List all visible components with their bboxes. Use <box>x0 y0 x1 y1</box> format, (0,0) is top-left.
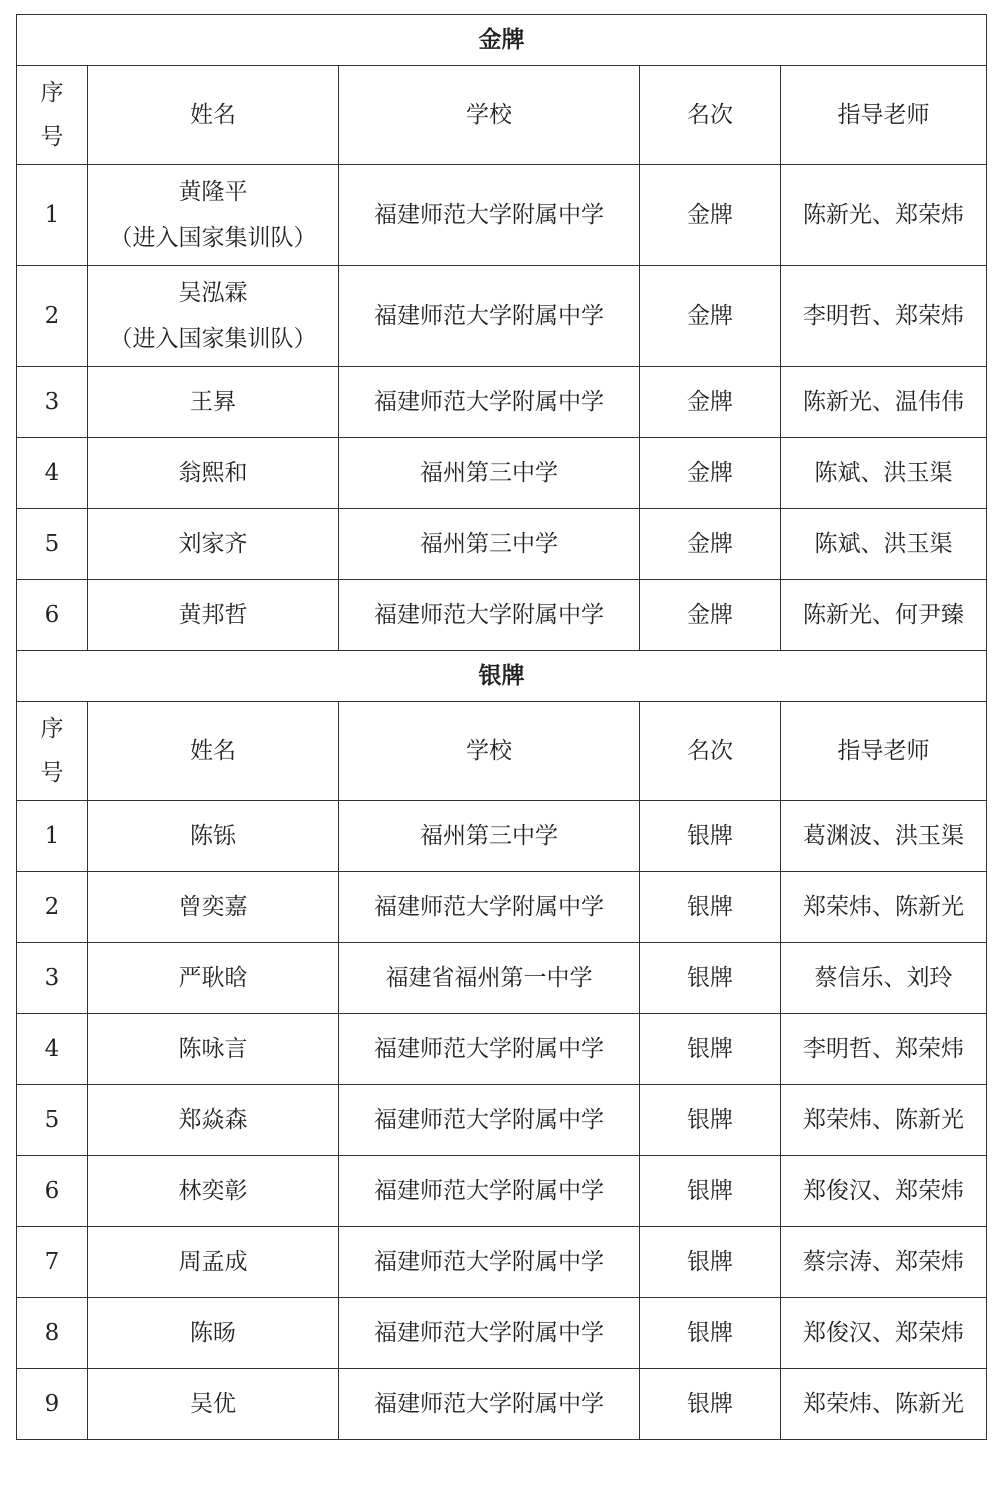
header-teacher: 指导老师 <box>781 66 987 165</box>
name-cell <box>88 1014 339 1085</box>
student-name: 王昪 <box>190 389 236 415</box>
seq-cell: 3 <box>17 943 88 1014</box>
header-row <box>17 66 987 165</box>
medal-table <box>16 14 987 1440</box>
table-row <box>17 1298 987 1369</box>
seq-cell: 1 <box>17 165 88 266</box>
name-cell <box>88 1369 339 1440</box>
school-cell: 福建省福州第一中学 <box>339 943 640 1014</box>
student-name: 郑焱森 <box>178 1107 248 1133</box>
teacher-cell: 葛渊波、洪玉渠 <box>781 801 987 872</box>
seq-cell: 7 <box>17 1227 88 1298</box>
school-cell: 福州第三中学 <box>339 438 640 509</box>
section-title: 银牌 <box>17 651 987 702</box>
table-row <box>17 943 987 1014</box>
seq-cell: 1 <box>17 801 88 872</box>
header-name: 姓名 <box>88 702 339 801</box>
section-title: 金牌 <box>17 15 987 66</box>
school-cell: 福建师范大学附属中学 <box>339 1369 640 1440</box>
student-name: 陈咏言 <box>178 1036 248 1062</box>
teacher-cell: 陈斌、洪玉渠 <box>781 438 987 509</box>
student-name: 刘家齐 <box>178 531 248 557</box>
rank-cell: 金牌 <box>640 165 781 266</box>
school-cell: 福建师范大学附属中学 <box>339 1014 640 1085</box>
table-row <box>17 438 987 509</box>
rank-cell: 银牌 <box>640 872 781 943</box>
name-cell <box>88 438 339 509</box>
school-cell: 福建师范大学附属中学 <box>339 165 640 266</box>
header-seq-char: 号 <box>40 124 64 150</box>
teacher-cell: 陈新光、何尹臻 <box>781 580 987 651</box>
table-row <box>17 1085 987 1156</box>
name-cell <box>88 872 339 943</box>
rank-cell: 银牌 <box>640 1227 781 1298</box>
school-cell: 福建师范大学附属中学 <box>339 1085 640 1156</box>
teacher-cell: 陈新光、郑荣炜 <box>781 165 987 266</box>
teacher-cell: 陈新光、温伟伟 <box>781 367 987 438</box>
student-name: 周孟成 <box>178 1249 248 1275</box>
teacher-cell: 蔡信乐、刘玲 <box>781 943 987 1014</box>
teacher-cell: 郑荣炜、陈新光 <box>781 1369 987 1440</box>
seq-cell: 6 <box>17 580 88 651</box>
table-row <box>17 1156 987 1227</box>
student-name: 陈铄 <box>190 823 236 849</box>
table-row <box>17 1369 987 1440</box>
seq-cell: 4 <box>17 1014 88 1085</box>
student-name: 曾奕嘉 <box>178 894 248 920</box>
name-cell <box>88 266 339 367</box>
seq-cell: 6 <box>17 1156 88 1227</box>
teacher-cell: 李明哲、郑荣炜 <box>781 266 987 367</box>
header-rank: 名次 <box>640 702 781 801</box>
header-row <box>17 702 987 801</box>
school-cell: 福州第三中学 <box>339 509 640 580</box>
name-cell <box>88 1156 339 1227</box>
student-name: 吴优 <box>190 1391 236 1417</box>
rank-cell: 银牌 <box>640 1085 781 1156</box>
header-seq-char: 序 <box>40 716 64 742</box>
table-row <box>17 801 987 872</box>
seq-cell: 4 <box>17 438 88 509</box>
name-cell <box>88 1085 339 1156</box>
school-cell: 福建师范大学附属中学 <box>339 1156 640 1227</box>
rank-cell: 银牌 <box>640 943 781 1014</box>
name-cell <box>88 580 339 651</box>
header-seq <box>17 66 88 165</box>
student-name: 林奕彰 <box>178 1178 248 1204</box>
table-row <box>17 1227 987 1298</box>
school-cell: 福建师范大学附属中学 <box>339 1227 640 1298</box>
name-cell <box>88 943 339 1014</box>
student-note: （进入国家集训队） <box>109 326 317 352</box>
seq-cell: 5 <box>17 1085 88 1156</box>
rank-cell: 金牌 <box>640 580 781 651</box>
header-rank: 名次 <box>640 66 781 165</box>
table-row <box>17 266 987 367</box>
teacher-cell: 李明哲、郑荣炜 <box>781 1014 987 1085</box>
student-name: 严耿晗 <box>178 965 248 991</box>
table-row <box>17 1014 987 1085</box>
header-seq-char: 号 <box>40 760 64 786</box>
name-cell <box>88 509 339 580</box>
header-school: 学校 <box>339 66 640 165</box>
header-name: 姓名 <box>88 66 339 165</box>
header-teacher: 指导老师 <box>781 702 987 801</box>
student-name: 黄隆平 <box>178 179 248 205</box>
rank-cell: 银牌 <box>640 1369 781 1440</box>
seq-cell: 5 <box>17 509 88 580</box>
rank-cell: 银牌 <box>640 1156 781 1227</box>
table-row <box>17 872 987 943</box>
school-cell: 福建师范大学附属中学 <box>339 367 640 438</box>
seq-cell: 9 <box>17 1369 88 1440</box>
rank-cell: 金牌 <box>640 438 781 509</box>
header-school: 学校 <box>339 702 640 801</box>
school-cell: 福建师范大学附属中学 <box>339 1298 640 1369</box>
name-cell <box>88 1227 339 1298</box>
teacher-cell: 郑俊汉、郑荣炜 <box>781 1156 987 1227</box>
name-cell <box>88 367 339 438</box>
rank-cell: 银牌 <box>640 1014 781 1085</box>
table-row <box>17 580 987 651</box>
rank-cell: 金牌 <box>640 367 781 438</box>
name-cell <box>88 801 339 872</box>
rank-cell: 银牌 <box>640 1298 781 1369</box>
student-name: 陈旸 <box>190 1320 236 1346</box>
school-cell: 福州第三中学 <box>339 801 640 872</box>
teacher-cell: 郑荣炜、陈新光 <box>781 1085 987 1156</box>
teacher-cell: 蔡宗涛、郑荣炜 <box>781 1227 987 1298</box>
rank-cell: 金牌 <box>640 266 781 367</box>
student-name: 黄邦哲 <box>178 602 248 628</box>
table-row <box>17 165 987 266</box>
header-seq-char: 序 <box>40 80 64 106</box>
seq-cell: 2 <box>17 266 88 367</box>
teacher-cell: 陈斌、洪玉渠 <box>781 509 987 580</box>
seq-cell: 3 <box>17 367 88 438</box>
table-row <box>17 509 987 580</box>
school-cell: 福建师范大学附属中学 <box>339 266 640 367</box>
header-seq <box>17 702 88 801</box>
school-cell: 福建师范大学附属中学 <box>339 580 640 651</box>
name-cell <box>88 165 339 266</box>
name-cell <box>88 1298 339 1369</box>
student-note: （进入国家集训队） <box>109 225 317 251</box>
rank-cell: 金牌 <box>640 509 781 580</box>
student-name: 吴泓霖 <box>178 280 248 306</box>
teacher-cell: 郑俊汉、郑荣炜 <box>781 1298 987 1369</box>
seq-cell: 8 <box>17 1298 88 1369</box>
student-name: 翁熙和 <box>178 460 248 486</box>
rank-cell: 银牌 <box>640 801 781 872</box>
teacher-cell: 郑荣炜、陈新光 <box>781 872 987 943</box>
table-row <box>17 367 987 438</box>
school-cell: 福建师范大学附属中学 <box>339 872 640 943</box>
seq-cell: 2 <box>17 872 88 943</box>
